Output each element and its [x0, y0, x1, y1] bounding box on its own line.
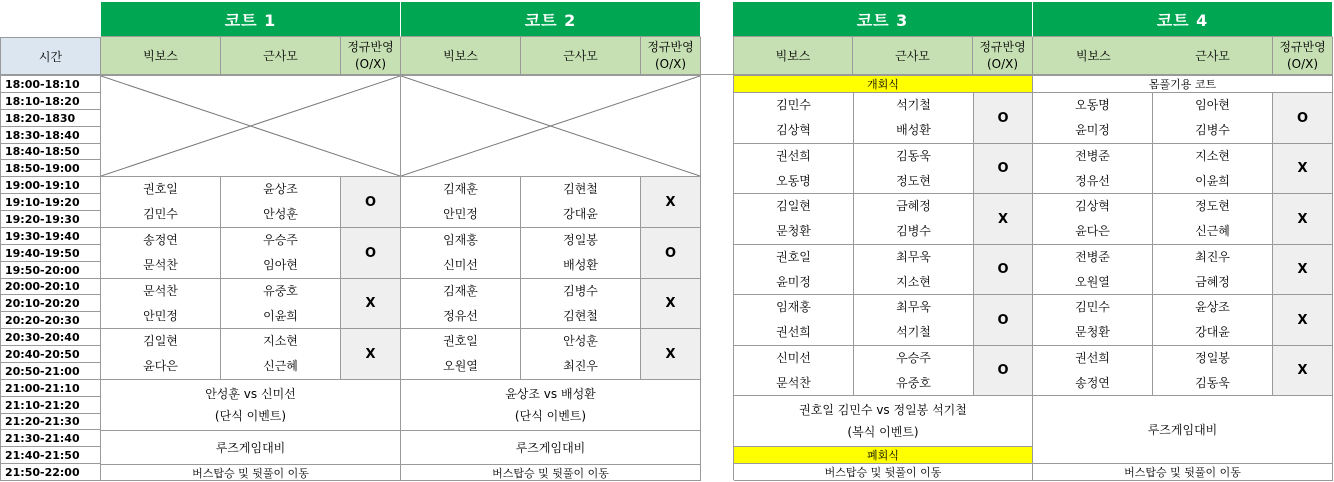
geunsamo-pair — [854, 245, 974, 295]
reflect-label: 정규반영 — [647, 39, 694, 54]
geunsamo-pair — [854, 346, 974, 396]
time-slot: 18:00-18:10 — [0, 76, 101, 93]
reflect-ox-label: (O/X) — [1286, 56, 1319, 71]
player-name: 금혜정 — [1195, 274, 1230, 289]
court-4-loose-game: 루즈게임대비 — [1033, 396, 1333, 464]
player-name: 정유선 — [1075, 173, 1110, 188]
court-3-reflect-header — [973, 37, 1033, 75]
player-name: 최진우 — [563, 359, 598, 373]
reflect-result: X — [1273, 144, 1333, 194]
court-1-title: 코트 1 — [101, 2, 401, 37]
match-row — [1033, 295, 1333, 346]
player-name: 권호일 — [776, 249, 811, 264]
player-name: 김현철 — [563, 182, 598, 196]
bigbox-pair — [734, 194, 854, 245]
time-slot: 19:00-19:10 — [0, 177, 101, 194]
reflect-result: X — [341, 329, 401, 380]
reflect-result: X — [641, 329, 701, 380]
court-3-title: 코트 3 — [733, 2, 1033, 37]
player-name: 윤미정 — [776, 274, 811, 289]
match-row — [101, 329, 401, 380]
time-slot: 21:00-21:10 — [0, 380, 101, 397]
bigbox-pair — [401, 329, 521, 380]
geunsamo-pair — [221, 279, 341, 329]
match-row — [734, 346, 1033, 396]
match-row — [1033, 346, 1333, 396]
player-name: 최무욱 — [896, 300, 931, 314]
reflect-result: X — [1273, 245, 1333, 295]
corner-blank — [0, 0, 101, 37]
player-name: 문청환 — [776, 224, 811, 238]
match-row — [401, 177, 701, 228]
bigbox-pair — [1033, 93, 1153, 144]
match-row — [101, 177, 401, 228]
player-name: 이윤희 — [263, 308, 298, 323]
event-title: 윤상조 vs 배성환 — [505, 387, 596, 401]
player-name: 권선희 — [1075, 350, 1110, 365]
time-column-header: 시간 — [0, 37, 101, 75]
player-name: 신미선 — [443, 258, 478, 272]
player-name: 최진우 — [1195, 249, 1230, 264]
player-name: 오원열 — [1075, 274, 1110, 289]
player-name: 정일봉 — [563, 233, 598, 247]
player-name: 오원열 — [443, 359, 478, 373]
time-slot: 19:30-19:40 — [0, 228, 101, 245]
court-1-bigbox-header: 빅보스 — [101, 37, 221, 75]
geunsamo-pair — [1153, 194, 1273, 245]
match-row — [734, 295, 1033, 346]
player-name: 유중호 — [263, 283, 298, 298]
bigbox-pair — [101, 279, 221, 329]
bigbox-pair — [734, 144, 854, 194]
court-2-matches — [401, 177, 701, 380]
player-name: 윤미정 — [1075, 123, 1110, 137]
bigbox-pair — [101, 228, 221, 279]
time-slot: 21:20-21:30 — [0, 414, 101, 430]
court-3-closing-ceremony: 폐회식 — [734, 447, 1033, 464]
player-name: 강대윤 — [563, 207, 598, 221]
court-4-schedule — [1033, 75, 1333, 480]
time-slot: 18:20-1830 — [0, 110, 101, 127]
player-name: 유중호 — [896, 375, 931, 390]
time-slot: 20:30-20:40 — [0, 329, 101, 346]
event-title: 권호일 김민수 vs 정일봉 석기철 — [799, 403, 967, 417]
player-name: 안성훈 — [563, 334, 598, 348]
reflect-result: O — [341, 228, 401, 279]
player-name: 김재훈 — [443, 182, 478, 196]
player-name: 정도현 — [1195, 199, 1230, 213]
match-row — [734, 93, 1033, 144]
player-name: 윤상조 — [263, 182, 298, 196]
event-title: 안성훈 vs 신미선 — [205, 387, 296, 401]
match-row — [734, 245, 1033, 295]
player-name: 강대윤 — [1195, 325, 1230, 339]
player-name: 배성환 — [896, 123, 931, 137]
event-type: (단식 이벤트) — [514, 409, 587, 423]
bigbox-pair — [1033, 346, 1153, 396]
bigbox-pair — [734, 93, 854, 144]
player-name: 윤다은 — [1075, 224, 1110, 238]
player-name: 김상혁 — [1075, 199, 1110, 213]
player-name: 송정연 — [143, 233, 178, 247]
player-name: 김재훈 — [443, 283, 478, 298]
court-3-schedule — [733, 75, 1033, 480]
court-1-unused-slot — [101, 76, 401, 177]
event-type: (복식 이벤트) — [847, 425, 919, 439]
bigbox-pair — [734, 245, 854, 295]
court-2-loose-game: 루즈게임대비 — [401, 431, 701, 465]
court-2-schedule — [401, 75, 701, 480]
reflect-label: 정규반영 — [1279, 39, 1326, 54]
reflect-label: 정규반영 — [347, 39, 394, 54]
court-3-geunsamo-header: 근사모 — [853, 37, 973, 75]
bigbox-pair — [401, 279, 521, 329]
time-slot: 21:50-22:00 — [0, 464, 101, 481]
geunsamo-pair — [854, 194, 974, 245]
player-name: 김민수 — [1075, 300, 1110, 314]
player-name: 김현철 — [563, 308, 598, 323]
court-2-reflect-header — [641, 37, 701, 75]
court-1-geunsamo-header: 근사모 — [221, 37, 341, 75]
court-1-matches — [101, 177, 401, 380]
match-row — [401, 329, 701, 380]
time-slot: 20:20-20:30 — [0, 312, 101, 329]
match-row — [401, 228, 701, 279]
player-name: 권호일 — [143, 182, 178, 196]
court-3-matches — [734, 93, 1033, 396]
player-name: 송정연 — [1075, 375, 1110, 390]
player-name: 문석찬 — [143, 283, 178, 298]
reflect-result: O — [974, 346, 1033, 396]
event-type: (단식 이벤트) — [214, 409, 287, 423]
bigbox-pair — [101, 329, 221, 380]
court-1-event — [101, 380, 401, 431]
player-name: 오동명 — [776, 173, 811, 188]
reflect-ox-label: (O/X) — [654, 56, 687, 71]
court-2-bigbox-header: 빅보스 — [401, 37, 521, 75]
reflect-result: O — [974, 245, 1033, 295]
player-name: 김민수 — [776, 98, 811, 112]
geunsamo-pair — [1153, 245, 1273, 295]
court-4-reflect-header — [1273, 37, 1333, 75]
match-row — [401, 279, 701, 329]
player-name: 신근혜 — [1195, 224, 1230, 238]
court-4-warmup-label: 몸풀기용 코트 — [1033, 76, 1333, 93]
court-3-bus-note: 버스탑승 및 뒷풀이 이동 — [734, 464, 1033, 481]
player-name: 우승주 — [263, 233, 298, 247]
match-row — [101, 228, 401, 279]
court-1-bus-note: 버스탑승 및 뒷풀이 이동 — [101, 465, 401, 481]
court-4-bus-note: 버스탑승 및 뒷풀이 이동 — [1033, 464, 1333, 481]
time-slot: 20:10-20:20 — [0, 295, 101, 312]
player-name: 임재홍 — [776, 300, 811, 314]
time-slot: 19:20-19:30 — [0, 211, 101, 228]
bigbox-pair — [401, 177, 521, 228]
player-name: 안민정 — [443, 207, 478, 221]
reflect-result: X — [641, 177, 701, 228]
cross-out-icon — [401, 76, 700, 176]
bigbox-pair — [1033, 295, 1153, 346]
match-row — [101, 279, 401, 329]
geunsamo-pair — [1153, 295, 1273, 346]
court-4-title: 코트 4 — [1033, 2, 1333, 37]
geunsamo-pair — [1153, 346, 1273, 396]
player-name: 최무욱 — [896, 249, 931, 264]
geunsamo-pair — [521, 329, 641, 380]
court-2-title: 코트 2 — [401, 2, 701, 37]
player-name: 지소현 — [1195, 148, 1230, 163]
player-name: 오동명 — [1075, 98, 1110, 112]
player-name: 우승주 — [896, 350, 931, 365]
geunsamo-pair — [1153, 144, 1273, 194]
reflect-result: X — [1273, 194, 1333, 245]
bigbox-pair — [1033, 144, 1153, 194]
bigbox-pair — [734, 346, 854, 396]
bigbox-pair — [101, 177, 221, 228]
court-4-matches — [1033, 93, 1333, 396]
player-name: 임아현 — [1195, 98, 1230, 112]
time-slot: 19:40-19:50 — [0, 245, 101, 262]
geunsamo-pair — [221, 177, 341, 228]
court-2-bus-note: 버스탑승 및 뒷풀이 이동 — [401, 465, 701, 481]
time-slot: 20:40-20:50 — [0, 346, 101, 363]
section-divider — [701, 74, 733, 75]
match-row — [734, 194, 1033, 245]
time-column — [0, 75, 101, 480]
geunsamo-pair — [854, 144, 974, 194]
player-name: 문석찬 — [143, 258, 178, 272]
player-name: 지소현 — [263, 334, 298, 348]
player-name: 권호일 — [443, 334, 478, 348]
reflect-result: O — [974, 144, 1033, 194]
player-name: 석기철 — [896, 325, 931, 339]
reflect-result: O — [641, 228, 701, 279]
player-name: 전병준 — [1075, 249, 1110, 264]
court-1-reflect-header — [341, 37, 401, 75]
court-3-bigbox-header: 빅보스 — [733, 37, 853, 75]
match-row — [1033, 93, 1333, 144]
player-name: 김동욱 — [1195, 375, 1230, 390]
reflect-label: 정규반영 — [979, 39, 1026, 54]
player-name: 안민정 — [143, 308, 178, 323]
geunsamo-pair — [521, 177, 641, 228]
player-name: 김상혁 — [776, 123, 811, 137]
court-1-schedule — [101, 75, 401, 480]
time-slot: 21:10-21:20 — [0, 397, 101, 414]
player-name: 김민수 — [143, 207, 178, 221]
player-name: 정일봉 — [1195, 350, 1230, 365]
court-4-bigbox-header: 빅보스 — [1033, 37, 1273, 75]
match-row — [734, 144, 1033, 194]
court-2-geunsamo-header: 근사모 — [521, 37, 641, 75]
geunsamo-pair — [521, 279, 641, 329]
match-row — [1033, 144, 1333, 194]
player-name: 이윤희 — [1195, 173, 1230, 188]
geunsamo-pair — [854, 93, 974, 144]
player-name: 김일현 — [776, 199, 811, 213]
match-row — [1033, 245, 1333, 295]
player-name: 임재홍 — [443, 233, 478, 247]
player-name: 문석찬 — [776, 375, 811, 390]
time-slot: 19:10-19:20 — [0, 194, 101, 211]
player-name: 윤다은 — [143, 359, 178, 373]
reflect-result: O — [341, 177, 401, 228]
court-1-loose-game: 루즈게임대비 — [101, 431, 401, 465]
player-name: 정유선 — [443, 308, 478, 323]
geunsamo-pair — [1153, 93, 1273, 144]
bigbox-pair — [734, 295, 854, 346]
player-name: 신근혜 — [263, 359, 298, 373]
time-slot: 21:40-21:50 — [0, 447, 101, 464]
geunsamo-pair — [521, 228, 641, 279]
player-name: 김일현 — [143, 334, 178, 348]
time-slot: 18:10-18:20 — [0, 93, 101, 110]
time-slot: 21:30-21:40 — [0, 430, 101, 447]
player-name: 윤상조 — [1195, 300, 1230, 314]
player-name: 신미선 — [776, 350, 811, 365]
reflect-ox-label: (O/X) — [354, 56, 387, 71]
player-name: 김병수 — [896, 224, 931, 238]
court-2-event — [401, 380, 701, 431]
court-3-opening-ceremony: 개회식 — [734, 76, 1033, 93]
geunsamo-pair — [221, 228, 341, 279]
reflect-result: O — [974, 295, 1033, 346]
court-4-geunsamo-header: 근사모 — [1153, 37, 1273, 75]
player-name: 김병수 — [563, 283, 598, 298]
player-name: 금혜정 — [896, 199, 931, 213]
player-name: 김동욱 — [896, 148, 931, 163]
player-name: 정도현 — [896, 173, 931, 188]
court-3-event — [734, 396, 1033, 447]
player-name: 배성환 — [563, 258, 598, 272]
player-name: 권선희 — [776, 325, 811, 339]
reflect-result: X — [1273, 295, 1333, 346]
time-slot: 18:50-19:00 — [0, 160, 101, 177]
reflect-result: X — [1273, 346, 1333, 396]
cross-out-icon — [101, 76, 400, 176]
reflect-result: X — [341, 279, 401, 329]
reflect-result: X — [641, 279, 701, 329]
match-row — [1033, 194, 1333, 245]
player-name: 안성훈 — [263, 207, 298, 221]
time-slot: 20:50-21:00 — [0, 363, 101, 380]
court-2-unused-slot — [401, 76, 701, 177]
reflect-result: O — [1273, 93, 1333, 144]
bigbox-pair — [1033, 245, 1153, 295]
schedule-header — [0, 0, 1334, 75]
player-name: 석기철 — [896, 98, 931, 112]
geunsamo-pair — [854, 295, 974, 346]
reflect-result: O — [974, 93, 1033, 144]
time-slot: 19:50-20:00 — [0, 262, 101, 279]
player-name: 김병수 — [1195, 123, 1230, 137]
time-slot: 20:00-20:10 — [0, 279, 101, 295]
bigbox-pair — [401, 228, 521, 279]
time-slot: 18:30-18:40 — [0, 127, 101, 144]
player-name: 권선희 — [776, 148, 811, 163]
player-name: 지소현 — [896, 274, 931, 289]
player-name: 전병준 — [1075, 148, 1110, 163]
geunsamo-pair — [221, 329, 341, 380]
time-slot: 18:40-18:50 — [0, 144, 101, 160]
reflect-ox-label: (O/X) — [986, 56, 1019, 71]
bigbox-pair — [1033, 194, 1153, 245]
reflect-result: X — [974, 194, 1033, 245]
player-name: 문청환 — [1075, 325, 1110, 339]
player-name: 임아현 — [263, 258, 298, 272]
